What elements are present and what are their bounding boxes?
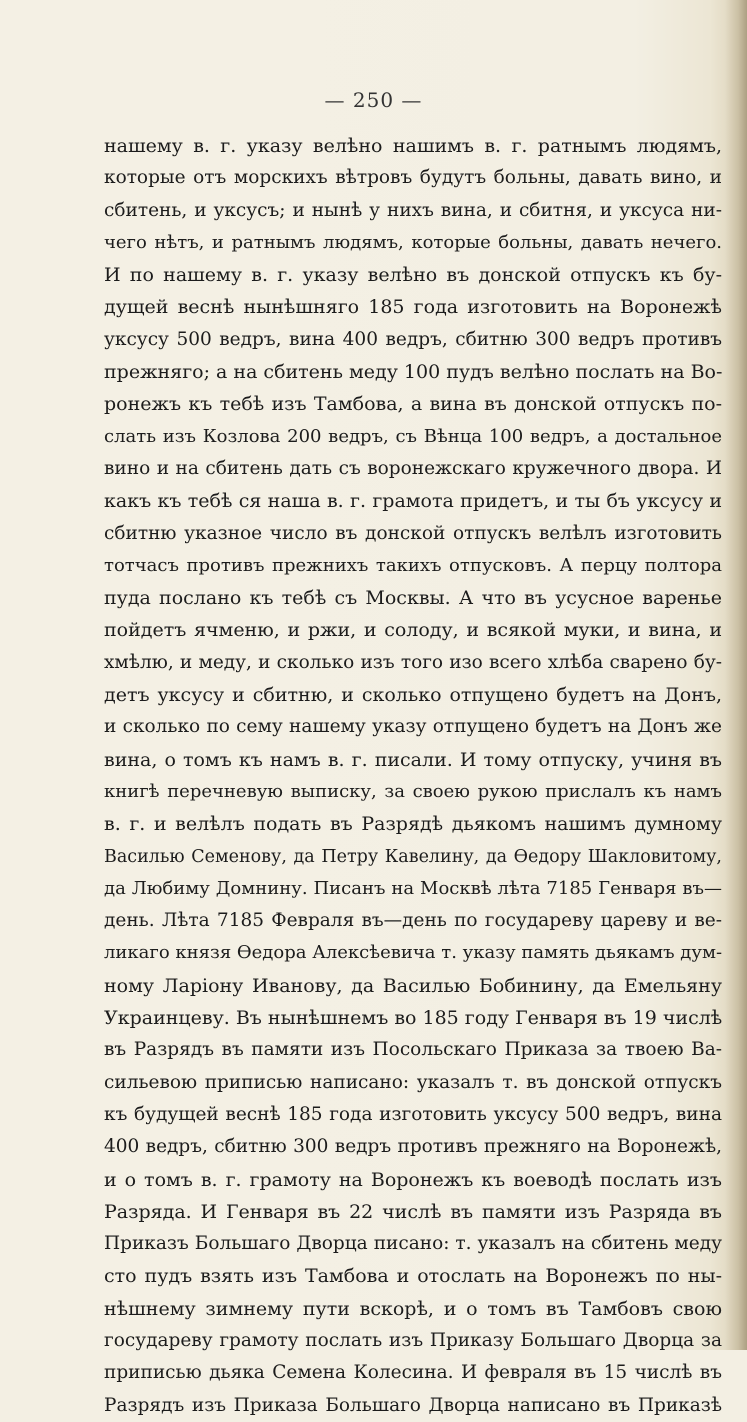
text-line: пойдетъ ячменю, и ржи, и солоду, и всякой муки, и вина, и xyxy=(104,619,722,642)
text-line: ронежъ къ тебѣ изъ Тамбова, а вина въ донской отпускъ по- xyxy=(104,393,722,416)
text-line: нашему в. г. указу велѣно нашимъ в. г. ратнымъ людямъ, xyxy=(104,135,722,157)
text-line: пуда послано къ тебѣ съ Москвы. А что въ усусное варенье xyxy=(104,587,722,610)
text-line: Разряда. И Генваря въ 22 числѣ въ памяти изъ Разряда въ xyxy=(104,1200,722,1223)
text-line: детъ уксусу и сбитню, и сколько отпущено будетъ на Донъ, xyxy=(104,684,722,707)
text-line: приписью дьяка Семена Колесина. И февраля въ 15 числѣ въ xyxy=(104,1362,722,1384)
text-line: хмѣлю, и меду, и сколько изъ того изо всего хлѣба сварено бу- xyxy=(104,651,722,673)
text-line: вина, о томъ къ намъ в. г. писали. И тому отпуску, учиня въ xyxy=(104,748,722,771)
text-line: и о томъ в. г. грамоту на Воронежъ къ воеводѣ послать изъ xyxy=(104,1168,722,1191)
text-line: ликаго князя Ѳедора Алексѣевича т. указу память дьякамъ дум- xyxy=(104,942,722,964)
text-line: Украинцеву. Въ нынѣшнемъ во 185 году Генваря въ 19 числѣ xyxy=(104,1007,722,1030)
text-line: день. Лѣта 7185 Февраля въ—день по государеву цареву и ве- xyxy=(104,910,722,932)
text-line: дущей веснѣ нынѣшняго 185 года изготовить на Воронежѣ xyxy=(104,296,722,319)
text-line: чего нѣтъ, и ратнымъ людямъ, которые больны, давать нечего. xyxy=(104,231,722,253)
text-line: и сколько по сему нашему указу отпущено будетъ на Донъ же xyxy=(104,716,722,738)
text-line: уксусу 500 ведръ, вина 400 ведръ, сбитню 300 ведръ противъ xyxy=(104,328,722,350)
text-line: 400 ведръ, сбитню 300 ведръ противъ прежняго на Воронежѣ, xyxy=(104,1136,722,1158)
text-line: тотчасъ противъ прежнихъ такихъ отпусковъ. А перцу полтора xyxy=(104,554,722,576)
text-line: которые отъ морскихъ вѣтровъ будутъ больны, давать вино, и xyxy=(104,167,722,189)
text-line: Разрядъ изъ Приказа Большаго Дворца написано въ Приказѣ xyxy=(104,1394,722,1416)
text-line: сбитень, и уксусъ; и нынѣ у нихъ вина, и сбитня, и уксуса ни- xyxy=(104,199,722,221)
text-line: вино и на сбитень дать съ воронежскаго кружечного двора. И xyxy=(104,457,722,479)
text-line: сто пудъ взять изъ Тамбова и отослать на Воронежъ по ны- xyxy=(104,1265,722,1288)
text-line: сильевою приписью написано: указалъ т. въ донской отпускъ xyxy=(104,1071,722,1093)
page-number: — 250 — xyxy=(324,88,423,112)
text-line: какъ къ тебѣ ся наша в. г. грамота придетъ, и ты бъ уксусу и xyxy=(104,490,722,513)
text-line: сбитню указное число въ донской отпускъ велѣлъ изготовить xyxy=(104,522,722,544)
text-line: ному Ларіону Иванову, да Василью Бобинину, да Емельяну xyxy=(104,974,722,997)
text-line: Приказъ Большаго Дворца писано: т. указалъ на сбитень меду xyxy=(104,1233,722,1255)
text-line: прежняго; а на сбитень меду 100 пудъ велѣно послать на Во- xyxy=(104,361,722,384)
text-line: къ будущей веснѣ 185 года изготовить уксусу 500 ведръ, вина xyxy=(104,1103,722,1125)
text-line: книгѣ перечневую выписку, за своею рукою прислалъ къ намъ xyxy=(104,780,722,802)
text-line: нѣшнему зимнему пути вскорѣ, и о томъ въ Тамбовъ свою xyxy=(104,1297,722,1320)
text-line: слать изъ Козлова 200 ведръ, съ Вѣнца 100 ведръ, а достальное xyxy=(104,425,722,447)
text-line: И по нашему в. г. указу велѣно въ донской отпускъ къ бу- xyxy=(104,264,722,287)
text-line: Василью Семенову, да Петру Кавелину, да Ѳедору Шакловитому, xyxy=(104,846,722,867)
page-edge-shadow xyxy=(725,0,747,1350)
text-line: да Любиму Домнину. Писанъ на Москвѣ лѣта 7185 Генваря въ— xyxy=(104,877,722,899)
text-line: государеву грамоту послать изъ Приказу Большаго Дворца за xyxy=(104,1329,722,1351)
text-line: в. г. и велѣлъ подать въ Разрядѣ дьякомъ нашимъ думному xyxy=(104,813,722,836)
text-line: въ Разрядъ въ памяти изъ Посольскаго Приказа за твоею Ва- xyxy=(104,1039,722,1061)
body-text xyxy=(104,130,722,1422)
